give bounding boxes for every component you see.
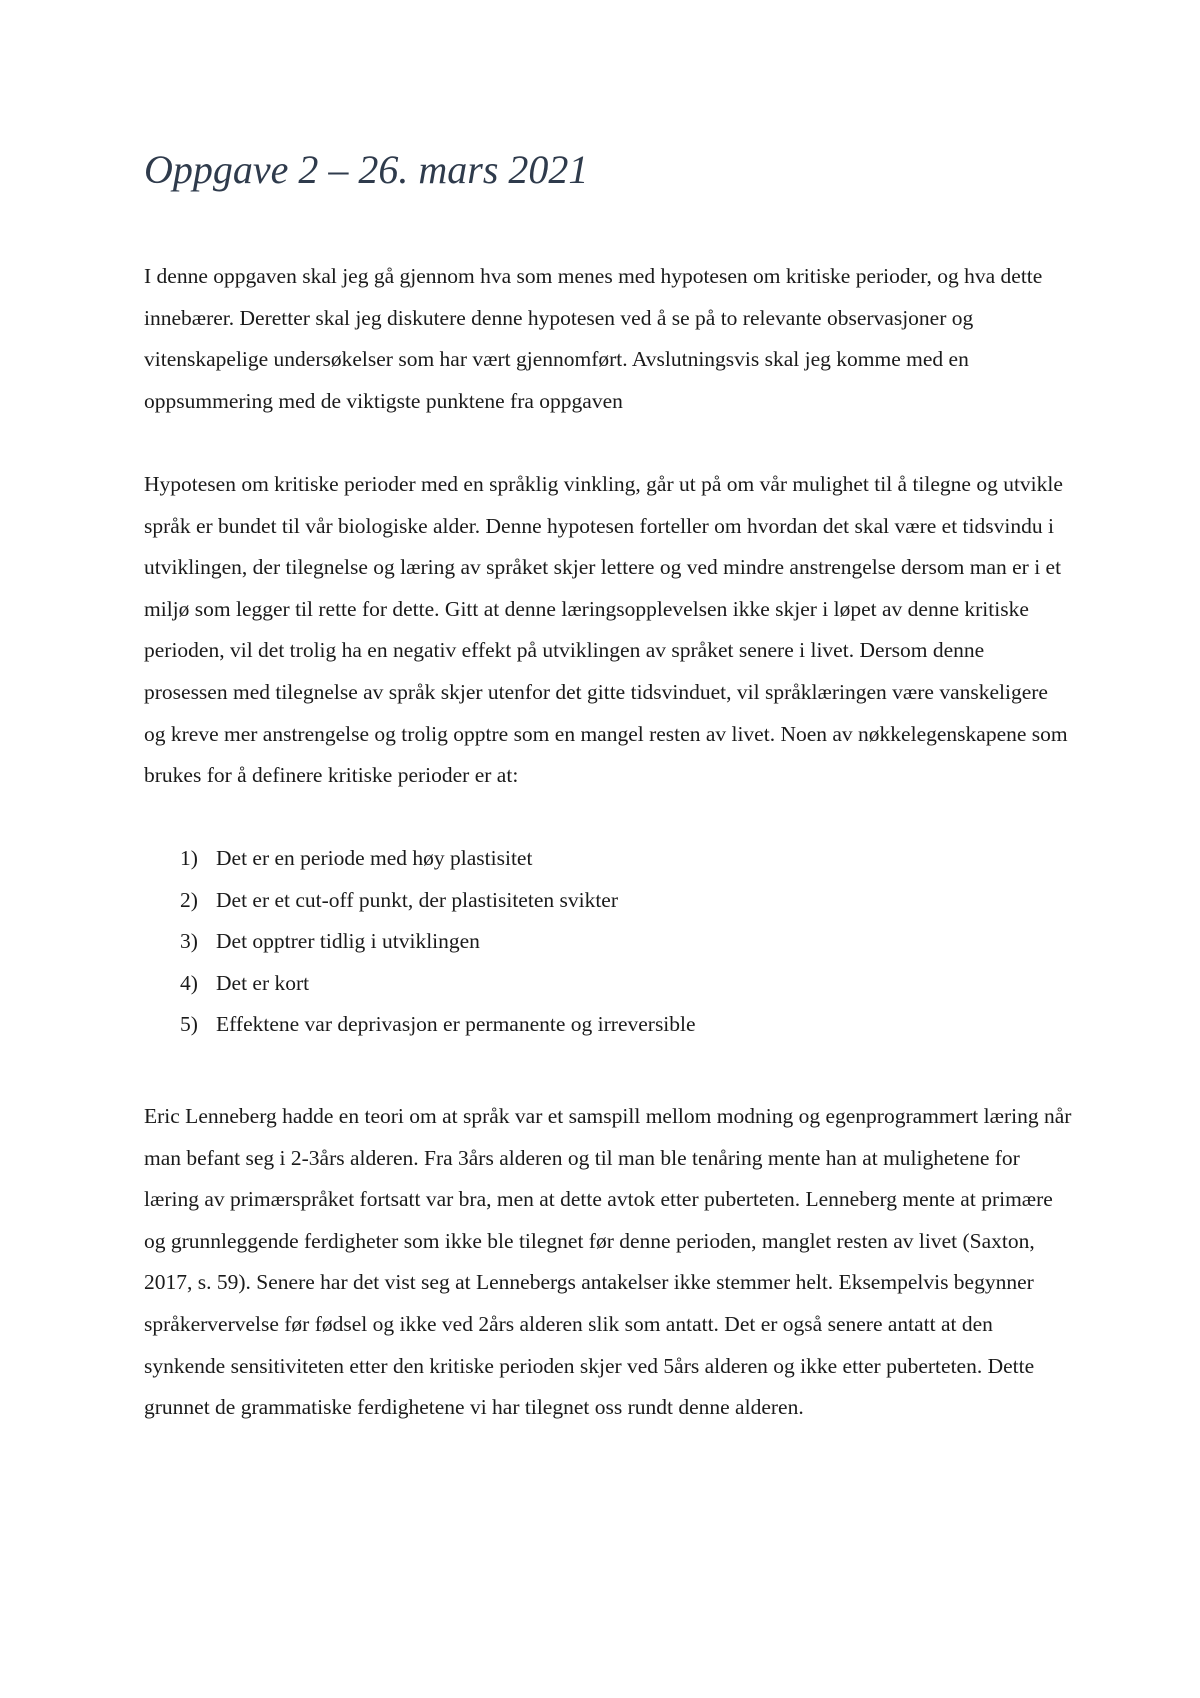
list-item-number: 1): [180, 846, 198, 870]
list-item: [144, 880, 1072, 922]
hypothesis-paragraph: Hypotesen om kritiske perioder med en språklig vinkling, går ut på om vår mulighet til å tilegne og utvikle språk er bundet til vår biologiske alder. Denne hypotesen forteller om hvordan det skal være et tidsvindu i utviklingen, der tilegnelse og læring av språket skjer lettere og ved mindre anstrengelse dersom man er i et miljø som legger til rette for dette. Gitt at denne læringsopplevelsen ikke skjer i løpet av denne kritiske perioden, vil det trolig ha en negativ effekt på utviklingen av språket senere i livet. Dersom denne prosessen med tilegnelse av språk skjer utenfor det gitte tidsvinduet, vil språklæringen være vanskeligere og kreve mer anstrengelse og trolig opptre som en mangel resten av livet. Noen av nøkkelegenskapene som brukes for å definere kritiske perioder er at:: [144, 472, 1068, 788]
list-item: [144, 921, 1072, 963]
list-item: [144, 838, 1072, 880]
page-title: Oppgave 2 – 26. mars 2021: [144, 147, 589, 192]
list-item-text: Det er et cut-off punkt, der plastisiteten svikter: [216, 887, 619, 912]
list-item: [144, 1004, 1072, 1046]
list-item: [144, 963, 1072, 1005]
list-item-number: 3): [180, 929, 198, 954]
list-item-number: 5): [180, 1012, 198, 1037]
list-item-number: 2): [180, 887, 198, 912]
list-item-number: 4): [180, 970, 198, 995]
list-item-text: Det er kort: [216, 970, 310, 995]
list-item-text: Det opptrer tidlig i utviklingen: [216, 929, 480, 954]
lenneberg-paragraph: Eric Lenneberg hadde en teori om at språk var et samspill mellom modning og egenprogrammert læring når man befant seg i 2-3års alderen. Fra 3års alderen og til man ble tenåring mente han at mulighetene for læring av primærspråket fortsatt var bra, men at dette avtok etter puberteten. Lenneberg mente at primære og grunnleggende ferdigheter som ikke ble tilegnet før denne perioden, manglet resten av livet (Saxton, 2017, s. 59). Senere har det vist seg at Lennebergs antakelser ikke stemmer helt. Eksempelvis begynner språkervervelse før fødsel og ikke ved 2års alderen slik som antatt. Det er også senere antatt at den synkende sensitiviteten etter den kritiske perioden skjer ved 5års alderen og ikke etter puberteten. Dette grunnet de grammatiske ferdighetene vi har tilegnet oss rundt denne alderen.: [144, 1104, 1072, 1420]
list-item-text: Det er en periode med høy plastisitet: [216, 846, 533, 870]
intro-paragraph: I denne oppgaven skal jeg gå gjennom hva som menes med hypotesen om kritiske perioder, og hva dette innebærer. Deretter skal jeg diskutere denne hypotesen ved å se på to relevante observasjoner og vitenskapelige undersøkelser som har vært gjennomført. Avslutningsvis skal jeg komme med en oppsummering med de viktigste punktene fra oppgaven: [144, 264, 1043, 413]
list-item-text: Effektene var deprivasjon er permanente og irreversible: [216, 1012, 696, 1037]
key-properties-list: [144, 838, 1072, 1046]
